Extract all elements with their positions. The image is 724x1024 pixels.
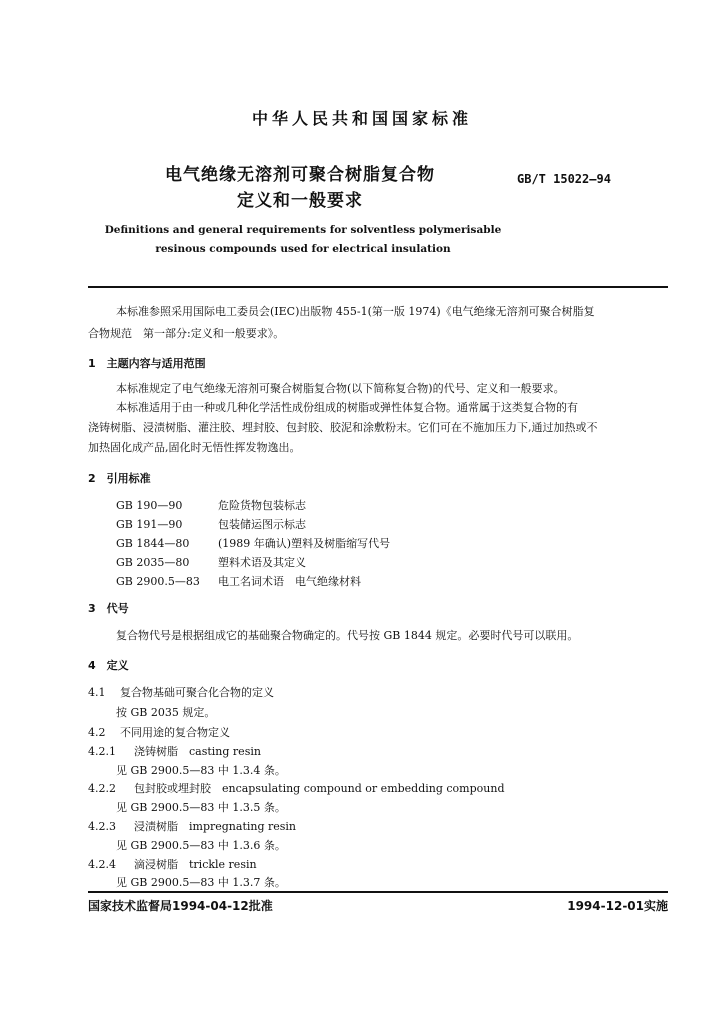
reference-code: GB 1844—80 [116, 537, 190, 550]
definition-title: 浸渍树脂 impregnating resin [134, 820, 297, 833]
reference-code: GB 190—90 [116, 499, 183, 512]
reference-code: GB 2035—80 [116, 556, 190, 569]
definition-number: 4.2.4 [88, 858, 116, 871]
definition-title: 不同用途的复合物定义 [120, 726, 230, 739]
definition-number: 4.2.2 [88, 782, 116, 795]
header-divider [88, 286, 668, 288]
reference-item [116, 554, 306, 570]
section3-heading: 3 代号 [88, 602, 129, 615]
approval-statement: 国家技术监督局1994-04-12批准 [88, 899, 273, 913]
definition-number: 4.2.1 [88, 745, 116, 758]
english-title-line2: resinous compounds used for electrical insulation [155, 243, 451, 255]
definition-number: 4.2 [88, 726, 106, 739]
reference-title: 危险货物包装标志 [218, 499, 306, 512]
reference-item [116, 497, 306, 513]
definition-number: 4.1 [88, 686, 106, 699]
reference-item [116, 573, 361, 589]
intro-line2: 合物规范 第一部分:定义和一般要求》。 [88, 327, 285, 340]
definition-item-title [88, 684, 274, 700]
definition-number: 4.2.3 [88, 820, 116, 833]
definition-item-detail: 见 GB 2900.5—83 中 1.3.7 条。 [116, 876, 286, 889]
reference-title: 电工名词术语 电气绝缘材料 [218, 575, 361, 588]
reference-title: 塑料术语及其定义 [218, 556, 306, 569]
section1-para2-line1: 本标准适用于由一种或几种化学活性成份组成的树脂或弹性体复合物。通常属于这类复合物的有 [116, 401, 578, 414]
definition-item-detail: 见 GB 2900.5—83 中 1.3.4 条。 [116, 764, 286, 777]
definition-item-title [88, 743, 261, 759]
standard-number: GB/T 15022—94 [517, 172, 611, 186]
definition-item-title [88, 780, 505, 796]
section1-para2-line3: 加热固化成产品,固化时无悟性挥发物逸出。 [88, 441, 301, 454]
section3-para: 复合物代号是根据组成它的基础聚合物确定的。代号按 GB 1844 规定。必要时代号可以联用。 [116, 629, 579, 642]
reference-item [116, 535, 390, 551]
section1-para2-line2: 浇铸树脂、浸渍树脂、灌注胶、埋封胶、包封胶、胶泥和涂敷粉末。它们可在不施加压力下,通过加热或不 [88, 421, 598, 434]
national-standard-label: 中华人民共和国国家标准 [251, 109, 472, 128]
reference-item [116, 516, 306, 532]
definition-title: 滴浸树脂 trickle resin [134, 858, 257, 871]
definition-title: 浇铸树脂 casting resin [134, 745, 261, 758]
reference-title: (1989 年确认)塑料及树脂缩写代号 [218, 537, 391, 550]
definition-title: 包封胶或埋封胶 encapsulating compound or embedding compound [134, 782, 505, 795]
definition-item-detail: 按 GB 2035 规定。 [116, 706, 216, 719]
section4-heading: 4 定义 [88, 659, 129, 672]
footer-divider [88, 891, 668, 893]
reference-title: 包装储运图示标志 [218, 518, 306, 531]
definition-item-detail: 见 GB 2900.5—83 中 1.3.5 条。 [116, 801, 286, 814]
document-title-line2: 定义和一般要求 [237, 191, 363, 211]
reference-code: GB 2900.5—83 [116, 575, 200, 588]
reference-code: GB 191—90 [116, 518, 183, 531]
definition-item-title [88, 856, 257, 872]
english-title-line1: Definitions and general requirements for solventless polymerisable [104, 224, 502, 236]
definition-title: 复合物基础可聚合化合物的定义 [120, 686, 274, 699]
section1-para1: 本标准规定了电气绝缘无溶剂可聚合树脂复合物(以下简称复合物)的代号、定义和一般要求。 [116, 382, 565, 395]
section1-heading: 1 主题内容与适用范围 [88, 357, 206, 370]
intro-line1: 本标准参照采用国际电工委员会(IEC)出版物 455-1(第一版 1974)《电气绝缘无溶剂可聚合树脂复 [116, 305, 595, 318]
definition-item-title [88, 724, 230, 740]
implementation-date: 1994-12-01实施 [567, 899, 668, 913]
section2-heading: 2 引用标准 [88, 472, 151, 485]
definition-item-title [88, 818, 296, 834]
definition-item-detail: 见 GB 2900.5—83 中 1.3.6 条。 [116, 839, 286, 852]
document-title-line1: 电气绝缘无溶剂可聚合树脂复合物 [165, 165, 435, 185]
